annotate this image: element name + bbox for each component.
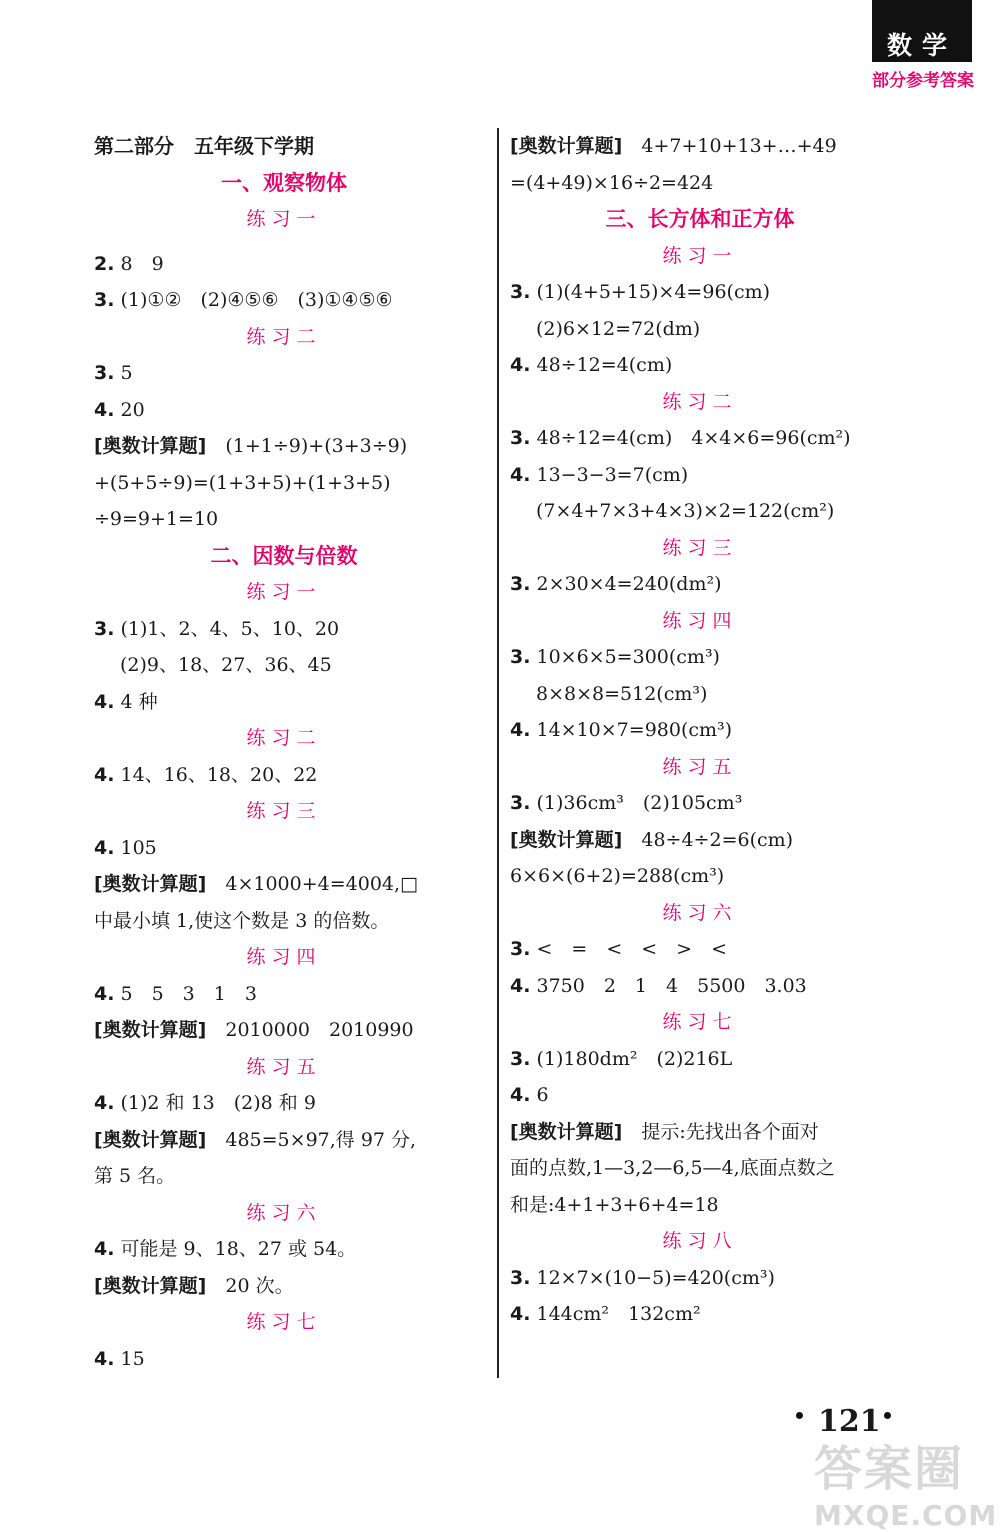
answer-line: 4. 6 (510, 1084, 549, 1106)
exercise-heading: 练习四 (662, 609, 738, 632)
olympiad-line: =(4+49)×16÷2=424 (510, 171, 714, 194)
answer-line: 4. 20 (94, 398, 145, 421)
chapter-heading: 一、观察物体 (221, 170, 347, 195)
exercise-heading: 练习三 (662, 536, 738, 559)
olympiad-line: +(5+5÷9)=(1+3+5)+(1+3+5) (94, 471, 391, 494)
exercise-heading: 练习二 (246, 727, 322, 749)
olympiad-line: 6×6×(6+2)=288(cm³) (510, 865, 725, 887)
answer-line: 4. 15 (94, 1347, 145, 1370)
answer-line: 8×8×8=512(cm³) (536, 682, 708, 705)
page-dot-right (884, 1412, 891, 1419)
page-dot-left (796, 1412, 803, 1419)
olympiad-line: [奥数计算题] 提示:先找出各个面对 (510, 1120, 819, 1143)
section-subtitle: 部分参考答案 (872, 71, 974, 91)
exercise-heading: 练习一 (662, 244, 738, 267)
chapter-heading: 二、因数与倍数 (210, 543, 358, 568)
answer-line: 4. 4 种 (94, 690, 158, 713)
watermark-url: MXQE.COM (814, 1499, 998, 1532)
olympiad-line: [奥数计算题] 20 次。 (94, 1274, 294, 1297)
answer-line: 3. 48÷12=4(cm) 4×4×6=96(cm²) (510, 427, 851, 449)
olympiad-line: [奥数计算题] 4+7+10+13+…+49 (510, 135, 837, 157)
olympiad-line: [奥数计算题] 48÷4÷2=6(cm) (510, 828, 794, 851)
olympiad-line: [奥数计算题] (1+1÷9)+(3+3÷9) (94, 435, 408, 457)
answer-line: 4. 144cm² 132cm² (510, 1303, 701, 1325)
left-column (94, 128, 494, 1377)
answer-line: 4. 13−3−3=7(cm) (510, 463, 689, 486)
answer-line: 4. 14×10×7=980(cm³) (510, 719, 733, 741)
exercise-heading: 练习六 (662, 901, 738, 924)
answer-line: (2)6×12=72(dm) (536, 317, 701, 340)
exercise-heading: 练习二 (662, 390, 738, 413)
watermark (814, 1430, 997, 1532)
page-number: 121 (818, 1404, 881, 1439)
olympiad-line: [奥数计算题] 2010000 2010990 (94, 1019, 414, 1041)
answer-line: (7×4+7×3+4×3)×2=122(cm²) (536, 500, 835, 522)
part-title: 第二部分 五年级下学期 (94, 134, 314, 158)
exercise-heading: 练习八 (662, 1230, 738, 1252)
exercise-heading: 练习四 (246, 946, 322, 968)
exercise-heading: 练习七 (662, 1011, 738, 1033)
column-divider (497, 128, 499, 1378)
answer-line: 3. (1)180dm² (2)216L (510, 1047, 733, 1070)
olympiad-line: 中最小填 1,使这个数是 3 的倍数。 (94, 909, 390, 932)
answer-line: 3. 10×6×5=300(cm³) (510, 646, 720, 668)
exercise-heading: 练习六 (246, 1201, 322, 1224)
answer-line: (2)9、18、27、36、45 (120, 654, 332, 676)
answer-line: 4. (1)2 和 13 (2)8 和 9 (94, 1092, 316, 1114)
exercise-heading: 练习三 (246, 800, 322, 822)
chapter-heading: 三、长方体和正方体 (605, 207, 795, 231)
answer-line: 4. 105 (94, 836, 157, 859)
answer-line: 3. 2×30×4=240(dm²) (510, 573, 722, 595)
answer-line: 3. < = < < > < (510, 938, 728, 960)
exercise-heading: 练习二 (246, 325, 322, 348)
olympiad-line: [奥数计算题] 485=5×97,得 97 分, (94, 1128, 417, 1151)
answer-line: 3. (1)1、2、4、5、10、20 (94, 617, 340, 640)
olympiad-line: 第 5 名。 (94, 1165, 176, 1187)
answer-line: 4. 可能是 9、18、27 或 54。 (94, 1238, 357, 1260)
answer-line: 3. 5 (94, 362, 133, 384)
watermark-logo: 答案圈 (814, 1441, 965, 1497)
exercise-heading: 练习五 (662, 755, 738, 778)
exercise-heading: 练习一 (246, 581, 322, 603)
exercise-heading: 练习一 (246, 208, 322, 230)
answer-line: 3. (1)36cm³ (2)105cm³ (510, 792, 743, 814)
answer-line: 3. (1)①② (2)④⑤⑥ (3)①④⑤⑥ (94, 289, 393, 311)
answer-line: 4. 48÷12=4(cm) (510, 354, 673, 376)
subject-tab (872, 0, 972, 62)
olympiad-line: 和是:4+1+3+6+4=18 (510, 1193, 719, 1216)
answer-line: 3. (1)(4+5+15)×4=96(cm) (510, 281, 771, 303)
olympiad-line: 面的点数,1—3,2—6,5—4,底面点数之 (510, 1157, 835, 1179)
answer-line: 3. 12×7×(10−5)=420(cm³) (510, 1266, 775, 1289)
answer-line: 4. 3750 2 1 4 5500 3.03 (510, 974, 807, 997)
answer-line: 2. 8 9 (94, 252, 164, 275)
right-column (510, 128, 910, 1333)
exercise-heading: 练习七 (246, 1311, 322, 1333)
exercise-heading: 练习五 (246, 1055, 322, 1078)
answer-line: 4. 14、16、18、20、22 (94, 763, 318, 786)
subject-title: 数学 (886, 31, 957, 60)
answer-line: 4. 5 5 3 1 3 (94, 982, 257, 1005)
olympiad-line: [奥数计算题] 4×1000+4=4004,□ (94, 873, 419, 895)
olympiad-line: ÷9=9+1=10 (94, 508, 219, 530)
